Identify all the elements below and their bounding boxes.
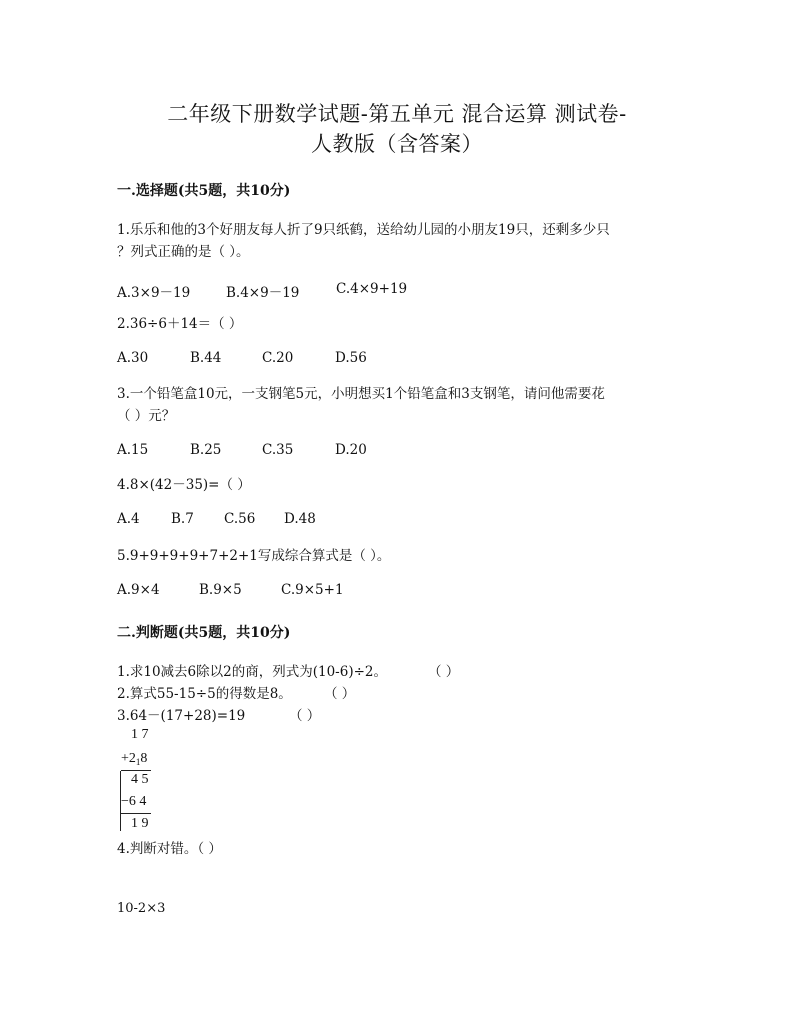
- option-a[interactable]: A.15: [117, 442, 149, 458]
- judge-1-text: 1.求10减去6除以2的商，列式为(10-6)÷2。: [117, 664, 387, 680]
- calc-bracket-bar: [120, 771, 121, 831]
- question-2-options: [117, 350, 367, 366]
- question-1-text-cont: ？列式正确的是（ ）。: [117, 244, 250, 260]
- calc-row-2: [121, 751, 147, 767]
- question-4-options: [117, 511, 316, 527]
- calc-row-2-a: +2: [121, 751, 136, 766]
- calc-row-1: 1 7: [131, 727, 149, 742]
- judge-2-answer-slot[interactable]: （ ）: [324, 686, 356, 702]
- section-heading-judge: 二.判断题(共5题，共10分): [117, 625, 291, 641]
- calc-line-1: [121, 770, 151, 771]
- option-a[interactable]: A.3×9－19: [117, 285, 191, 301]
- calc-line-2: [121, 813, 151, 814]
- question-3-text: 3.一个铅笔盒10元，一支钢笔5元，小明想买1个铅笔盒和3支钢笔，请问他需要花: [117, 386, 605, 402]
- question-3-text-cont: （ ）元？: [117, 408, 176, 424]
- calc-row-5: 1 9: [131, 816, 149, 831]
- option-b[interactable]: B.44: [190, 350, 222, 366]
- option-b[interactable]: B.9×5: [199, 582, 242, 598]
- question-5-text: 5.9+9+9+9+7+2+1写成综合算式是（ ）。: [117, 548, 391, 564]
- option-d[interactable]: D.20: [335, 442, 367, 458]
- option-a[interactable]: A.30: [117, 350, 149, 366]
- option-c[interactable]: C.9×5+1: [281, 582, 344, 598]
- option-a[interactable]: A.4: [117, 511, 140, 527]
- judge-4-text: 4.判断对错。（ ）: [117, 841, 222, 857]
- judge-4-expression: 10-2×3: [117, 901, 166, 916]
- question-3-options: [117, 442, 367, 458]
- title-line-2: 人教版（含答案）: [311, 132, 483, 156]
- calc-carry: 1: [135, 757, 141, 767]
- option-b[interactable]: B.4×9－19: [226, 285, 300, 301]
- option-d[interactable]: D.56: [335, 350, 367, 366]
- option-b[interactable]: B.7: [171, 511, 194, 527]
- option-a[interactable]: A.9×4: [117, 582, 160, 598]
- option-c[interactable]: C.20: [262, 350, 294, 366]
- option-b[interactable]: B.25: [190, 442, 222, 458]
- judge-1-answer-slot[interactable]: （ ）: [428, 664, 460, 680]
- option-c[interactable]: C.4×9+19: [336, 281, 408, 297]
- option-c[interactable]: C.35: [262, 442, 294, 458]
- question-2-text: 2.36÷6＋14＝（ ）: [117, 316, 243, 332]
- calc-row-4: −6 4: [121, 794, 147, 809]
- question-1-options: [117, 281, 407, 301]
- calc-row-3: 4 5: [131, 772, 149, 787]
- question-1-text: 1.乐乐和他的3个好朋友每人折了9只纸鹤，送给幼儿园的小朋友19只，还剩多少只: [117, 222, 610, 238]
- calc-row-2-b: 8: [140, 751, 148, 766]
- title-line-1: 二年级下册数学试题-第五单元 混合运算 测试卷-: [167, 102, 627, 126]
- judge-2-text: 2.算式55-15÷5的得数是8。: [117, 686, 292, 702]
- judge-3-text: 3.64－(17+28)=19: [117, 708, 246, 724]
- question-4-text: 4.8×(42－35)=（ ）: [117, 477, 251, 493]
- judge-3-answer-slot[interactable]: （ ）: [289, 708, 321, 724]
- option-c[interactable]: C.56: [224, 511, 256, 527]
- section-heading-choice: 一.选择题(共5题，共10分): [117, 183, 291, 199]
- option-d[interactable]: D.48: [284, 511, 316, 527]
- question-5-options: [117, 582, 344, 598]
